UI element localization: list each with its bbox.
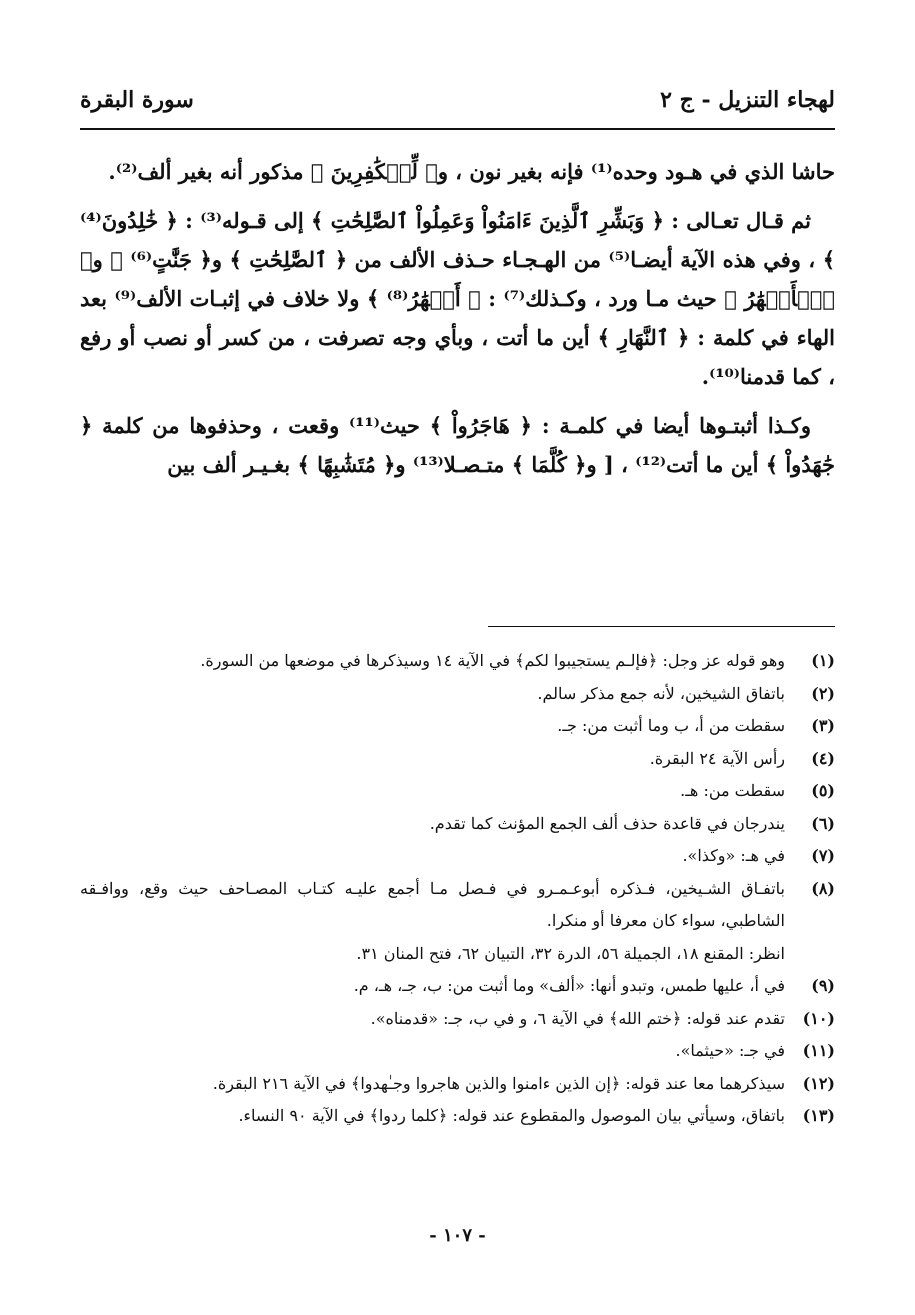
- paragraph-2: ثم قـال تعـالى : ﴿ وَبَشِّرِ ٱلَّذِينَ ءَامَنُواْ وَعَمِلُواْ ٱلصَّٰلِحَٰتِ ﴾ إلى قـوله⁽³⁾ : ﴿ خَٰلِدُونَ⁽⁴⁾ ﴾ ، وفي هذه الآية أيضـا⁽⁵⁾ من الهـجـاء حـذف الألف من ﴿ ٱلصَّٰلِحَٰتِ ﴾ و﴿ جَنَّٰتٍ⁽⁶⁾ ﴾ و﴿ ٱلۡأَنۡهَٰرُ ﴾ حيث مـا ورد ، وكـذلك⁽⁷⁾ : ﴿ أَنۡهَٰرُ⁽⁸⁾ ﴾ ولا خلاف في إثبـات الألف⁽⁹⁾ بعد الهاء في كلمة : ﴿ ٱلنَّهَارِ ﴾ أين ما أتت ، وبأي وجه تصرفت ، من كسر أو نصب أو رفع ، كما قدمنا⁽¹⁰⁾.: [80, 208, 835, 389]
- footnote-text: في جـ: «حيثما».: [675, 1041, 785, 1060]
- footnote-text: باتفـاق الشـيخين، فـذكره أبوعـمـرو في فـصل مـا أجمع عليـه كتـاب المصـاحف حيث وقع، ووافـقه الشاطبي، سواء كان معرفا أو منكرا.: [80, 878, 786, 930]
- footnote-text: رأس الآية ٢٤ البقرة.: [649, 748, 785, 768]
- book-title: لهجاء التنزيل - ج ٢: [660, 87, 835, 113]
- main-text: [80, 152, 835, 494]
- footnote-text: باتفاق الشيخين، لأنه جمع مذكر سالم.: [537, 683, 785, 703]
- footnote-number: (٥): [811, 781, 835, 800]
- footnote-8-continuation: انظر: المقنع ١٨، الجميلة ٥٦، الدرة ٣٢، التبيان ٦٢، فتح المنان ٣١.: [356, 943, 785, 963]
- footnote-number: (٤): [811, 748, 835, 768]
- footnote-number: (١١): [802, 1041, 835, 1060]
- footnote-number: (٨): [811, 878, 835, 898]
- footnote-number: (١): [811, 651, 835, 670]
- footnote-number: (٩): [811, 976, 835, 995]
- paragraph-3: وكـذا أثبتـوها أيضا في كلمـة : ﴿ هَاجَرُواْ ﴾ حيث⁽¹¹⁾ وقعت ، وحذفوها من كلمة ﴿ جَٰهَدُواْ ﴾ أين ما أتت⁽¹²⁾ ، [ و﴿ كُلَّمَا ﴾ متـصـلا⁽¹³⁾ و﴿ مُتَشَٰبِهًا ﴾ بغـيـر ألف بين: [80, 413, 835, 477]
- surah-title: سورة البقرة: [80, 87, 194, 113]
- footnote-3: [80, 710, 835, 743]
- footnote-divider: [488, 626, 835, 627]
- page-number: - ١٠٧ -: [429, 1225, 486, 1246]
- footnote-10: [80, 1003, 835, 1036]
- footnote-text: سقطت من: هـ.: [680, 781, 785, 800]
- footnote-text: تقدم عند قوله: ﴿ختم الله﴾ في الآية ٦، و في ب، جـ: «قدمناه».: [370, 1008, 785, 1028]
- paragraph-1: حاشا الذي في هـود وحده⁽¹⁾ فإنه بغير نون ، و﴿ لِّلۡكَٰفِرِينَ ﴾ مذكور أنه بغير ألف⁽²⁾.: [108, 159, 835, 184]
- footnote-text: في هـ: «وكذا».: [682, 846, 785, 865]
- footnote-text: في أ، عليها طمس، وتبدو أنها: «ألف» وما أثبت من: ب، جـ، هـ، م.: [353, 976, 785, 995]
- footnote-number: (١٣): [802, 1106, 835, 1125]
- footnote-7: [80, 840, 835, 873]
- footnote-9: [80, 970, 835, 1003]
- footnote-text: يندرجان في قاعدة حذف ألف الجمع المؤنث كما تقدم.: [429, 813, 785, 833]
- footnote-11: [80, 1035, 835, 1068]
- footnote-text: سيذكرهما معا عند قوله: ﴿إن الذين ءامنوا والذين هاجروا وجـٰهدوا﴾ في الآية ٢١٦ البقرة.: [212, 1073, 785, 1093]
- header-divider: [80, 128, 835, 130]
- footnote-text: وهو قوله عز وجل: ﴿فإلـم يستجيبوا لكم﴾ في الآية ١٤ وسيذكرها في موضعها من السورة.: [200, 651, 785, 670]
- footnotes: [80, 645, 835, 1133]
- footnote-number: (٦): [811, 813, 835, 833]
- footnote-number: (١٠): [802, 1008, 835, 1028]
- footnote-2: [80, 678, 835, 711]
- footnote-6: [80, 808, 835, 841]
- footnote-number: (٧): [811, 846, 835, 865]
- footnote-number: (٣): [811, 716, 835, 735]
- footnote-5: [80, 775, 835, 808]
- footnote-4: [80, 743, 835, 776]
- footnote-12: [80, 1068, 835, 1101]
- footnote-1: [80, 645, 835, 678]
- footnote-number: (١٢): [802, 1073, 835, 1093]
- footnote-text: باتفاق، وسيأتي بيان الموصول والمقطوع عند قوله: ﴿كلما ردوا﴾ في الآية ٩٠ النساء.: [238, 1106, 785, 1125]
- running-header: [80, 82, 835, 118]
- footnote-text: سقطت من أ، ب وما أثبت من: جـ.: [557, 716, 785, 735]
- footnote-number: (٢): [811, 683, 835, 703]
- footnote-13: [80, 1100, 835, 1133]
- footnote-8: [80, 873, 835, 938]
